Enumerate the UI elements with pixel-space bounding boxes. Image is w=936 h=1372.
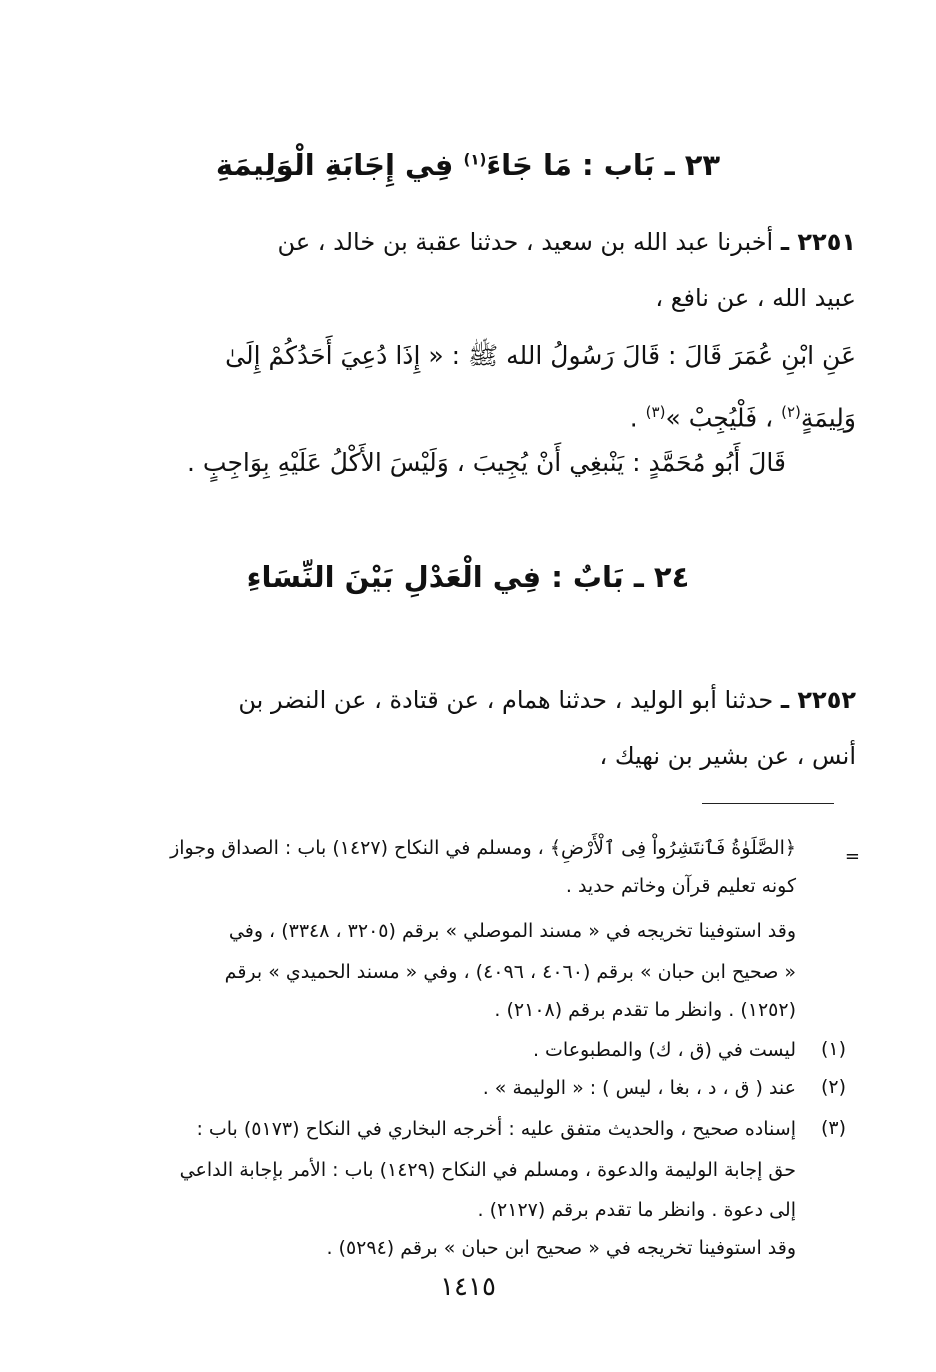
- hadith-2251-comment: قَالَ أَبُو مُحَمَّدٍ : يَنْبغِي أَنْ يُجِيبَ ، وَلَيْسَ الأَكْلُ عَلَيْهِ بِوَاجِبٍ .: [187, 448, 786, 477]
- hadith-2251-isnad-text-1: أخبرنا عبد الله بن سعيد ، حدثنا عقبة بن خالد ، عن: [277, 228, 781, 256]
- chapter-23-heading: [0, 148, 936, 182]
- footnote-3-line-3: إلى دعوة . وانظر ما تقدم برقم (٢١٢٧) .: [477, 1199, 796, 1221]
- footnote-1-number: (١): [820, 1038, 846, 1060]
- continuation-mark: =: [844, 846, 860, 867]
- footnote-cont-line-4: « صحيح ابن حبان » برقم (٤٠٦٠ ، ٤٠٩٦) ، وفي « مسند الحميدي » برقم: [224, 961, 796, 983]
- footnote-3-line-1: إسناده صحيح ، والحديث متفق عليه : أخرجه البخاري في النكاح (٥١٧٣) باب :: [196, 1118, 796, 1140]
- hadith-2251-matn-line-2: [78, 384, 856, 440]
- hadith-2251-matn-line-1: عَنِ ابْنِ عُمَرَ قَالَ : قَالَ رَسُولُ الله ﷺ : « إِذَا دُعِيَ أَحَدُكُمْ إِلَىٰ: [225, 341, 856, 370]
- hadith-2251-line-2: عبيد الله ، عن نافع ،: [655, 284, 856, 312]
- hadith-2251-line-1: [78, 214, 856, 270]
- footnote-3-line-2: حق إجابة الوليمة والدعوة ، ومسلم في النكاح (١٤٢٩) باب : الأمر بإجابة الداعي: [179, 1159, 796, 1181]
- hadith-2251-isnad: [78, 214, 856, 326]
- footnote-2-text: عند ( ق ، د ، بغا ، ليس ) : « الوليمة » .: [482, 1077, 796, 1099]
- footnote-cont-line-2: كونه تعليم قرآن وخاتم حديد .: [565, 875, 796, 897]
- footnote-cont-line-1: ﴿الصَّلَوٰةُ فَٱنتَشِرُواْ فِى ٱلْأَرْضِ﴾ ، ومسلم في النكاح (١٤٢٧) باب : الصداق وجواز: [170, 837, 796, 859]
- matn-walima: وَلِيمَةٍ: [800, 403, 856, 433]
- footnote-cont-line-5: (١٢٥٢) . وانظر ما تقدم برقم (٢١٠٨) .: [494, 999, 796, 1021]
- hadith-2252-number: ٢٢٥٢ ـ: [780, 686, 856, 714]
- footnote-1-text: ليست في (ق ، ك) والمطبوعات .: [532, 1039, 796, 1061]
- footnote-ref-3: (٣): [645, 403, 666, 421]
- page-number: ١٤١٥: [440, 1272, 496, 1302]
- footnote-2-number: (٢): [820, 1076, 846, 1098]
- footnote-3-number: (٣): [820, 1117, 846, 1139]
- footnote-ref-2: (٢): [781, 403, 801, 421]
- footnote-ref-1: (١): [463, 150, 487, 169]
- chapter-23-heading-tail: فِي إِجَابَةِ الْوَلِيمَةِ: [215, 148, 464, 182]
- chapter-24-heading: ٢٤ ـ بَابٌ : فِي الْعَدْلِ بَيْنَ النِّسَاءِ: [246, 560, 690, 594]
- matn-end-period: .: [629, 403, 646, 433]
- matn-falyujib: ، فَلْيُجِبْ »: [665, 403, 782, 433]
- hadith-2252-isnad-text-1: حدثنا أبو الوليد ، حدثنا همام ، عن قتادة ، عن النضر بن: [238, 686, 781, 714]
- hadith-2252-line-1: [78, 672, 856, 728]
- footnote-cont-line-3: وقد استوفينا تخريجه في « مسند الموصلي » برقم (٣٢٠٥ ، ٣٣٤٨) ، وفي: [228, 920, 796, 942]
- footnote-3-line-4: وقد استوفينا تخريجه في « صحيح ابن حبان » برقم (٥٢٩٤) .: [326, 1237, 796, 1259]
- footnote-separator: [702, 803, 834, 804]
- hadith-2251-matn: [78, 328, 856, 440]
- hadith-2251-number: ٢٢٥١ ـ: [780, 228, 856, 256]
- hadith-2252-line-2: أنس ، عن بشير بن نهيك ،: [599, 742, 856, 770]
- hadith-2252-isnad: [78, 672, 856, 784]
- chapter-23-heading-main: ٢٣ ـ بَاب : مَا جَاءَ: [486, 148, 721, 182]
